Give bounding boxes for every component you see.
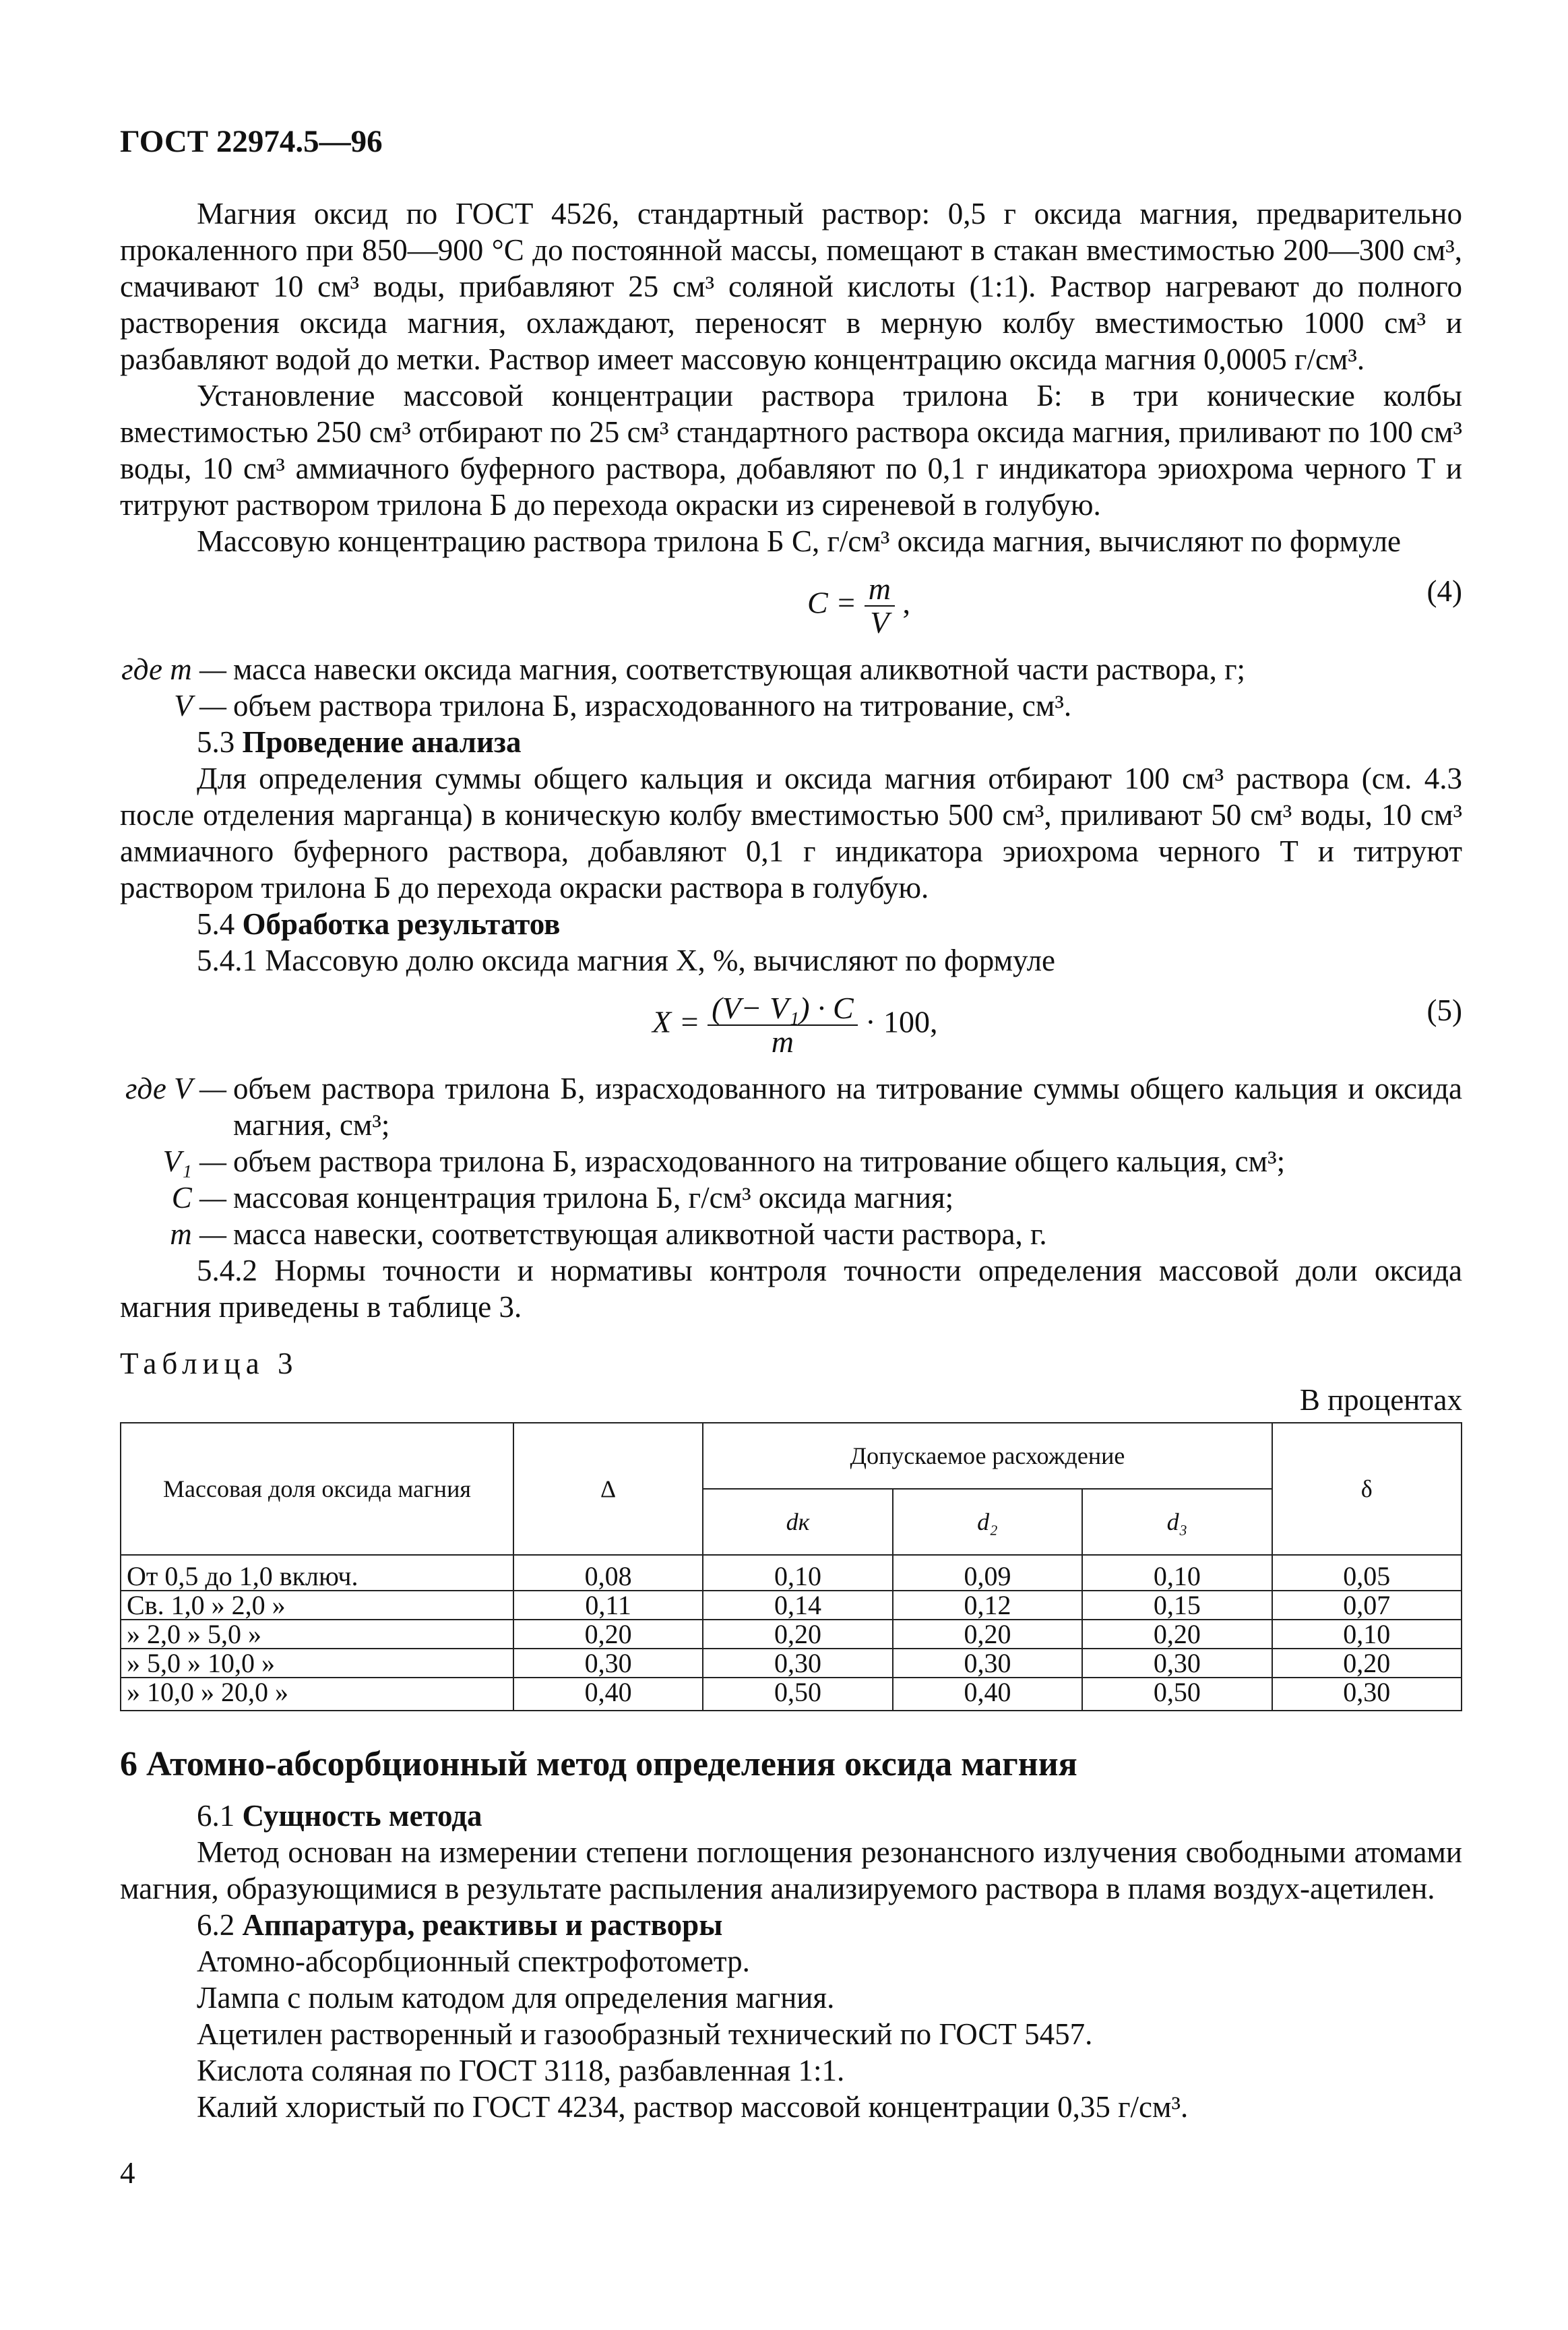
table-cell: 0,30 — [703, 1649, 892, 1678]
table-cell: 0,30 — [513, 1649, 703, 1678]
definition-row — [120, 1143, 1462, 1179]
accuracy-table — [120, 1422, 1462, 1711]
table-cell: 0,50 — [1082, 1678, 1272, 1711]
table-cell: От 0,5 до 1,0 включ. — [121, 1555, 513, 1591]
table-cell: 0,30 — [893, 1649, 1082, 1678]
table-cell: 0,20 — [513, 1620, 703, 1649]
formula-5 — [120, 979, 1462, 1066]
table-cell: 0,10 — [1272, 1620, 1462, 1649]
formula-5-denominator: m — [771, 1024, 794, 1059]
table-row — [121, 1591, 1462, 1620]
section-number: 6.1 — [197, 1799, 235, 1833]
document-header: ГОСТ 22974.5—96 — [120, 124, 383, 159]
section-6-2-heading — [120, 1907, 1462, 1943]
equipment-item: Калий хлористый по ГОСТ 4234, раствор массовой концентрации 0,35 г/см³. — [197, 2090, 1189, 2124]
table-cell: 0,40 — [513, 1678, 703, 1711]
definition-text: объем раствора трилона Б, израсходованного на титрование, см³. — [233, 689, 1072, 723]
column-header-d3: d₃ — [1082, 1489, 1272, 1555]
table-cell: 0,14 — [703, 1591, 892, 1620]
table-cell: 0,30 — [1272, 1678, 1462, 1711]
formula-5-numerator: (V− V₁) · C — [708, 992, 858, 1026]
table-cell: 0,09 — [893, 1555, 1082, 1591]
equipment-item: Кислота соляная по ГОСТ 3118, разбавленная 1:1. — [197, 2054, 845, 2087]
formula-4-numerator: m — [865, 573, 895, 607]
definition-text: массовая концентрация трилона Б, г/см³ оксида магния; — [233, 1181, 954, 1215]
equipment-item: Лампа с полым катодом для определения магния. — [197, 1981, 835, 2015]
definition-symbol: V — — [174, 689, 226, 723]
section-6-1-heading — [120, 1798, 1462, 1834]
definition-symbol: где m — — [121, 652, 226, 686]
formula-4-denominator: V — [870, 605, 889, 640]
column-header-d2: d₂ — [893, 1489, 1082, 1555]
table-cell: 0,05 — [1272, 1555, 1462, 1591]
definition-symbol: C — — [171, 1181, 226, 1215]
formula-4-definitions — [120, 651, 1462, 724]
table-cell: 0,50 — [703, 1678, 892, 1711]
section-title: Проведение анализа — [242, 725, 522, 759]
section-title: Обработка результатов — [242, 907, 561, 941]
formula-5-number: (5) — [1426, 993, 1462, 1027]
definition-row — [120, 1216, 1462, 1252]
table-cell: 0,30 — [1082, 1649, 1272, 1678]
definition-row — [120, 1070, 1462, 1143]
definition-symbol: m — — [170, 1217, 226, 1251]
paragraph-concentration-formula-intro: Массовую концентрацию раствора трилона Б С, г/см³ оксида магния, вычисляют по формуле — [197, 524, 1401, 558]
paragraph-trilon-standardization: Установление массовой концентрации раствора трилона Б: в три конические колбы вместимостью 250 см³ отбирают по 25 см³ стандартного раствора оксида магния, приливают по 100 см³ воды, 10 см³ аммиачного буферного раствора, добавляют по 0,1 г индикатора эриохрома черного Т и титруют раствором трилона Б до перехода окраски из сиреневой в голубую. — [120, 379, 1462, 522]
table-cell: » 5,0 » 10,0 » — [121, 1649, 513, 1678]
equipment-item: Атомно-абсорбционный спектрофотометр. — [197, 1944, 750, 1978]
formula-5-lhs: X = — [652, 1004, 700, 1039]
column-header-allowed-divergence: Допускаемое расхождение — [703, 1423, 1272, 1489]
section-5-3-heading — [120, 724, 1462, 760]
formula-4-tail: , — [902, 585, 910, 620]
table-cell: 0,20 — [703, 1620, 892, 1649]
paragraph-analysis-procedure: Для определения суммы общего кальция и оксида магния отбирают 100 см³ раствора (см. 4.3 после отделения марганца) в коническую колбу вместимостью 500 см³, приливают 50 см³ воды, 10 см³ аммиачного буферного раствора, добавляют 0,1 г индикатора эриохрома черного Т и титруют раствором трилона Б до перехода окраски раствора в голубую. — [120, 762, 1462, 905]
table-cell: » 2,0 » 5,0 » — [121, 1620, 513, 1649]
table-unit: В процентах — [1299, 1383, 1462, 1417]
formula-5-expression — [652, 992, 938, 1058]
equipment-item: Ацетилен растворенный и газообразный технический по ГОСТ 5457. — [197, 2017, 1093, 2051]
section-number: 5.4 — [197, 907, 235, 941]
section-title: Сущность метода — [242, 1799, 482, 1833]
paragraph-method-essence: Метод основан на измерении степени поглощения резонансного излучения свободными атомами магния, образующимися в результате распыления анализируемого раствора в пламя воздух-ацетилен. — [120, 1835, 1462, 1905]
formula-4-expression — [807, 573, 910, 639]
definition-text: масса навески оксида магния, соответствующая аликвотной части раствора, г; — [233, 652, 1246, 686]
table-row — [121, 1620, 1462, 1649]
table-cell: 0,20 — [1272, 1649, 1462, 1678]
formula-4-lhs: C = — [807, 585, 857, 620]
definition-row — [120, 651, 1462, 687]
column-header-delta: Δ — [513, 1423, 703, 1555]
column-header-sigma: δ — [1272, 1423, 1462, 1555]
table-cell: 0,20 — [1082, 1620, 1272, 1649]
table-row — [121, 1649, 1462, 1678]
table-cell: 0,12 — [893, 1591, 1082, 1620]
formula-4-fraction — [865, 573, 895, 639]
formula-5-fraction — [708, 992, 858, 1058]
table-cell: 0,11 — [513, 1591, 703, 1620]
column-header-mass-fraction: Массовая доля оксида магния — [121, 1423, 513, 1555]
definition-symbol: где V — — [125, 1072, 226, 1105]
paragraph-5-4-2: 5.4.2 Нормы точности и нормативы контроля точности определения массовой доли оксида магния приведены в таблице 3. — [120, 1254, 1462, 1324]
formula-5-definitions — [120, 1070, 1462, 1252]
definition-text: объем раствора трилона Б, израсходованного на титрование суммы общего кальция и оксида магния, см³; — [233, 1072, 1462, 1142]
section-number: 6.2 — [197, 1908, 235, 1942]
definition-text: масса навески, соответствующая аликвотной части раствора, г. — [233, 1217, 1047, 1251]
table-cell: 0,10 — [703, 1555, 892, 1591]
table-cell: Св. 1,0 » 2,0 » — [121, 1591, 513, 1620]
page-content — [120, 195, 1462, 2125]
page-number: 4 — [120, 2156, 135, 2190]
table-row — [121, 1678, 1462, 1711]
section-title: Аппаратура, реактивы и растворы — [242, 1908, 723, 1942]
table-cell: 0,10 — [1082, 1555, 1272, 1591]
table-row — [121, 1555, 1462, 1591]
table-cell: 0,20 — [893, 1620, 1082, 1649]
section-6-heading: 6 Атомно-абсорбционный метод определения оксида магния — [120, 1745, 1077, 1783]
section-number: 5.3 — [197, 725, 235, 759]
table-cell: 0,07 — [1272, 1591, 1462, 1620]
definition-symbol: V₁ — — [162, 1144, 226, 1178]
definition-text: объем раствора трилона Б, израсходованного на титрование общего кальция, см³; — [233, 1144, 1286, 1178]
table-cell: 0,15 — [1082, 1591, 1272, 1620]
table-cell: 0,40 — [893, 1678, 1082, 1711]
formula-5-tail: · 100, — [865, 1004, 938, 1039]
column-header-dk: dк — [703, 1489, 892, 1555]
formula-4 — [120, 559, 1462, 647]
formula-4-number: (4) — [1426, 574, 1462, 608]
paragraph-5-4-1: 5.4.1 Массовую долю оксида магния X, %, вычисляют по формуле — [197, 944, 1055, 977]
definition-row — [120, 1179, 1462, 1216]
table-cell: » 10,0 » 20,0 » — [121, 1678, 513, 1711]
section-5-4-heading — [120, 906, 1462, 942]
table-caption: Таблица 3 — [120, 1347, 299, 1380]
definition-row — [120, 687, 1462, 724]
table-cell: 0,08 — [513, 1555, 703, 1591]
paragraph-magnesium-oxide: Магния оксид по ГОСТ 4526, стандартный раствор: 0,5 г оксида магния, предварительно прокаленного при 850—900 °С до постоянной массы, помещают в стакан вместимостью 200—300 см³, смачивают 10 см³ воды, прибавляют 25 см³ соляной кислоты (1:1). Раствор нагревают до полного растворения оксида магния, охлаждают, переносят в мерную колбу вместимостью 1000 см³ и разбавляют водой до метки. Раствор имеет массовую концентрацию оксида магния 0,0005 г/см³. — [120, 197, 1462, 376]
